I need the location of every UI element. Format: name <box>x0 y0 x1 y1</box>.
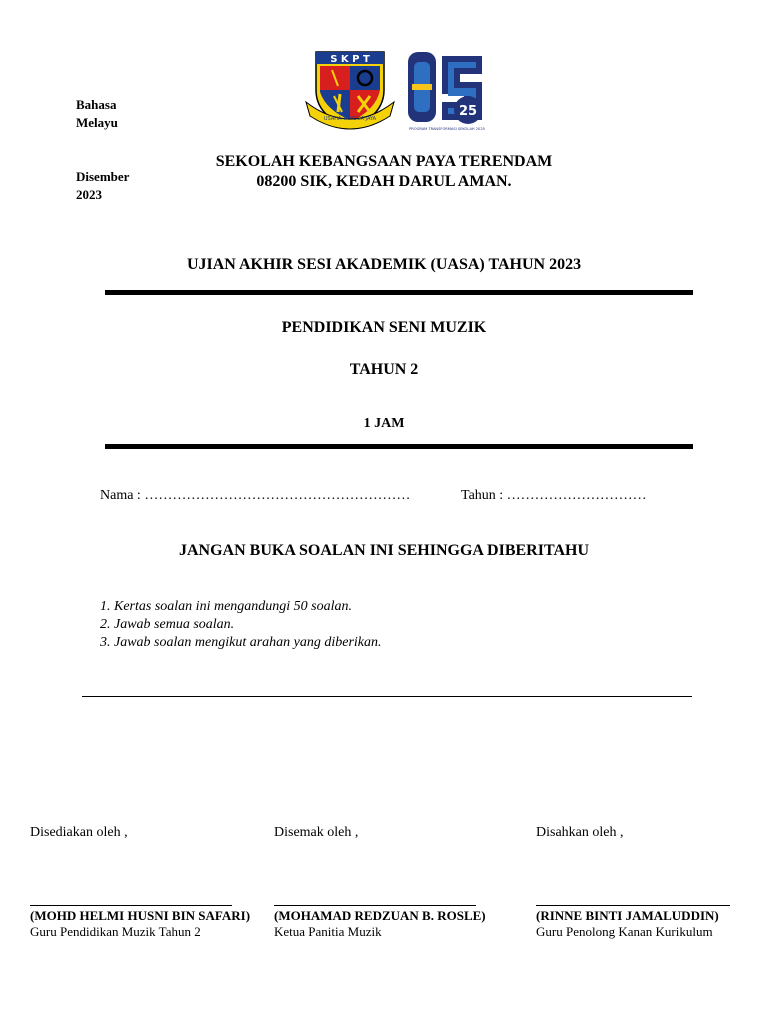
subject-line-2: Melayu <box>76 115 118 130</box>
subject-line-1: Bahasa <box>76 97 117 112</box>
section-divider <box>82 696 692 697</box>
top-divider <box>105 290 693 295</box>
approved-by-label: Disahkan oleh , <box>536 825 624 840</box>
instruction-item: 1. Kertas soalan ini mengandungi 50 soalan. <box>100 599 353 614</box>
transformation-programme-logo <box>402 44 492 134</box>
year-field[interactable]: Tahun : ………………………… <box>461 488 647 503</box>
instruction-item: 3. Jawab soalan mengikut arahan yang diberikan. <box>100 635 382 650</box>
approved-by-name: (RINNE BINTI JAMALUDDIN) <box>536 908 719 923</box>
name-field[interactable]: Nama : ………………………………………………… <box>100 488 411 503</box>
instructions-list <box>100 598 382 652</box>
checked-by-label: Disemak oleh , <box>274 825 359 840</box>
school-crest-logo <box>304 46 396 132</box>
exam-subject: PENDIDIKAN SENI MUZIK <box>281 319 487 336</box>
signature-line-approved <box>536 905 730 906</box>
exam-title: UJIAN AKHIR SESI AKADEMIK (UASA) TAHUN 2023 <box>186 256 582 273</box>
checked-by-name: (MOHAMAD REDZUAN B. ROSLE) <box>274 908 486 923</box>
school-name: SEKOLAH KEBANGSAAN PAYA TERENDAM <box>215 153 553 170</box>
crest-top-text: S K P T <box>330 54 370 65</box>
school-address: 08200 SIK, KEDAH DARUL AMAN. <box>256 173 512 190</box>
bottom-divider <box>105 444 693 449</box>
date-line-2: 2023 <box>76 187 102 202</box>
signature-line-prepared <box>30 905 232 906</box>
school-heading <box>0 152 768 192</box>
exam-duration: 1 JAM <box>363 416 405 431</box>
programme-caption: PROGRAM TRANSFORMASI SEKOLAH 2025 <box>409 127 485 131</box>
date-line-1: Disember <box>76 169 130 184</box>
crest-motto: USAHA TANGGA JAYA <box>323 116 377 122</box>
badge-number: 25 <box>458 104 478 119</box>
instruction-item: 2. Jawab semua soalan. <box>100 617 235 632</box>
prepared-by-role: Guru Pendidikan Muzik Tahun 2 <box>30 924 201 939</box>
exam-year: TAHUN 2 <box>349 361 419 378</box>
prepared-by-name: (MOHD HELMI HUSNI BIN SAFARI) <box>30 908 251 923</box>
checked-by-role: Ketua Panitia Muzik <box>274 924 382 939</box>
prepared-by-label: Disediakan oleh , <box>30 825 128 840</box>
approved-by-role: Guru Penolong Kanan Kurikulum <box>536 924 713 939</box>
warning-notice: JANGAN BUKA SOALAN INI SEHINGGA DIBERITAHU <box>179 542 589 559</box>
subject-note <box>76 96 118 132</box>
signature-line-checked <box>274 905 476 906</box>
